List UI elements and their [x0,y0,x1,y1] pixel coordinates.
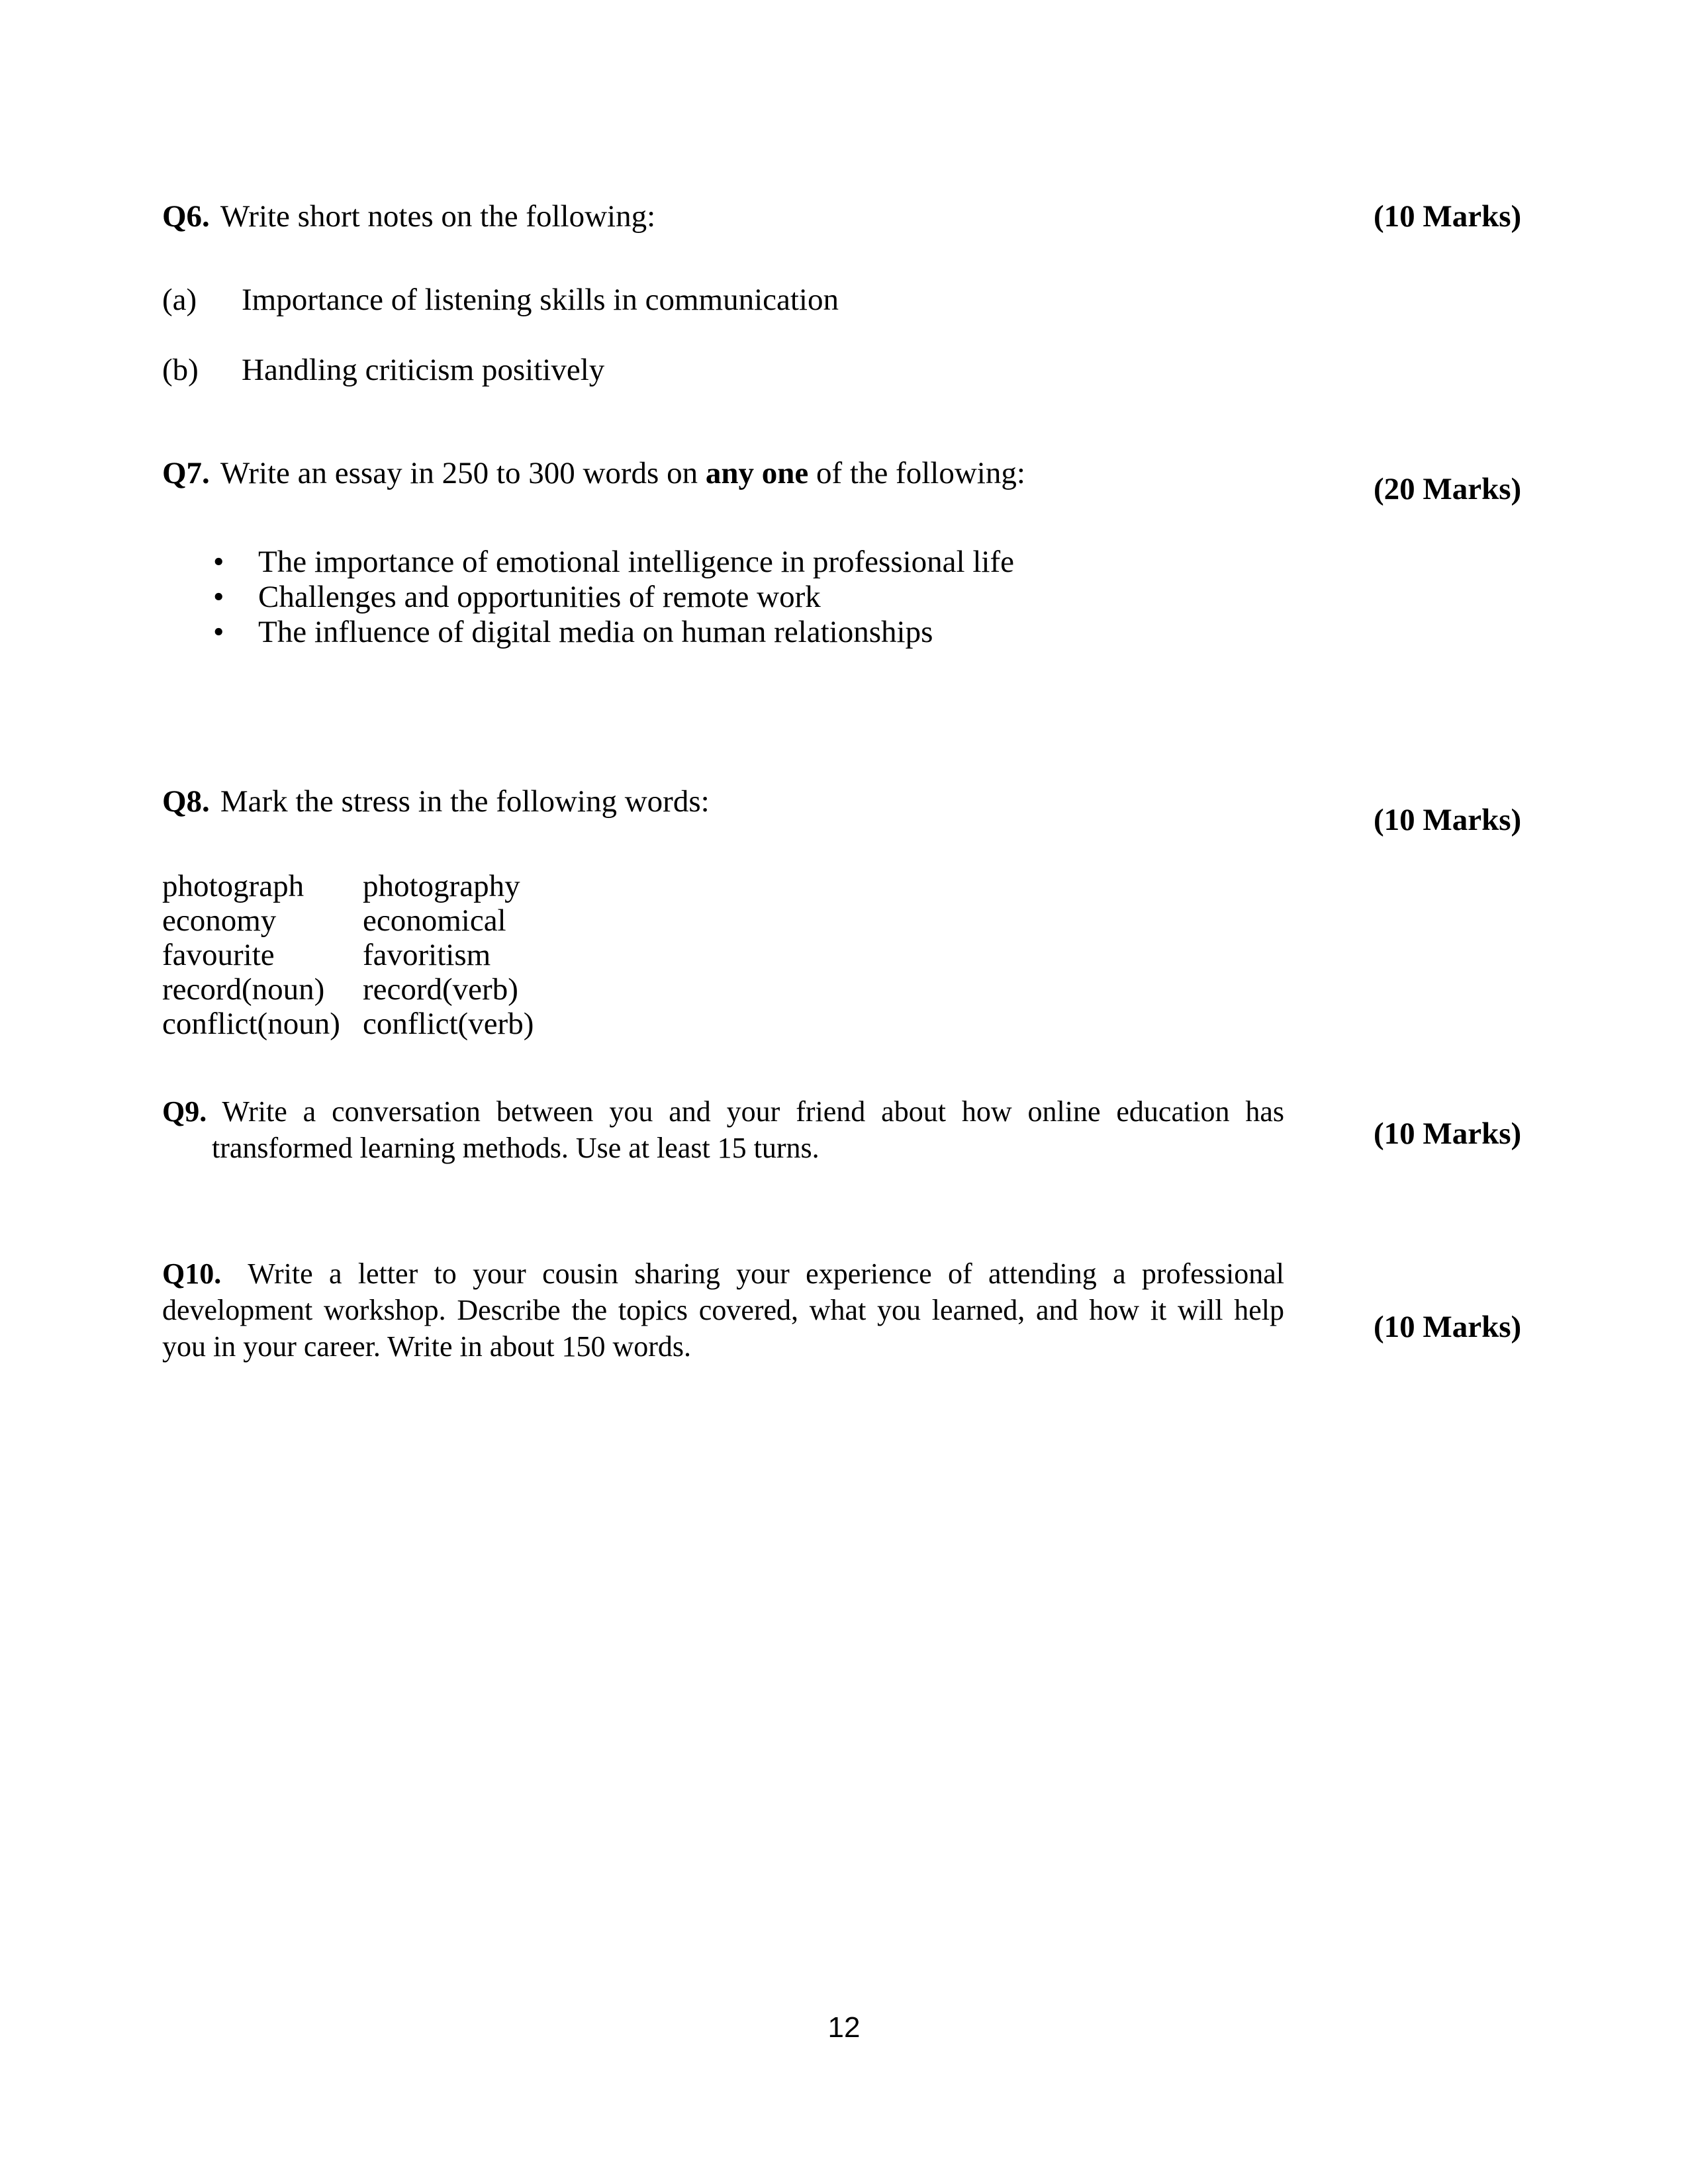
q8-word-row [162,868,520,904]
q8-word-col1: economy [162,903,277,938]
q10-line-1-text: Write a letter to your cousin sharing your experience of attending a professional [248,1257,1284,1290]
q7-heading-text-before: Write an essay in 250 to 300 words on [220,456,698,490]
q9-line-1 [162,1093,1284,1130]
q8-heading [162,784,710,819]
q8-word-col1: photograph [162,869,305,903]
q6-item-a-text: Importance of listening skills in communication [242,283,839,317]
q6-item-b-marker: (b) [162,353,199,387]
bullet-icon: • [213,615,224,649]
q10-line-2: development workshop. Describe the topics covered, what you learned, and how it will help [162,1294,1284,1326]
q6-item-a-marker: (a) [162,283,197,317]
q8-word-col1: favourite [162,938,275,972]
q6-item-b [162,352,604,388]
q8-heading-text: Mark the stress in the following words: [220,784,710,819]
q7-label: Q7. [162,456,210,490]
q7-heading-text-after: of the following: [816,456,1025,490]
bullet-icon: • [213,580,224,614]
q6-heading-text: Write short notes on the following: [220,199,656,234]
q8-word-col1: conflict(noun) [162,1007,340,1041]
q7-bullet-2 [162,579,821,615]
q7-bullet-1 [162,544,1014,580]
q8-word-row [162,1006,534,1042]
q10-marks: (10 Marks) [1374,1310,1522,1344]
q8-word-col2: economical [363,903,506,938]
q8-marks: (10 Marks) [1374,803,1522,837]
q6-item-b-text: Handling criticism positively [242,353,605,387]
q10-label: Q10. [162,1257,222,1290]
bullet-icon: • [213,545,224,579]
q7-bullet-3 [162,614,933,650]
q8-word-row [162,937,491,973]
q10-line-1 [162,1255,1284,1292]
q6-heading [162,199,655,234]
q7-heading [162,455,1025,491]
q8-label: Q8. [162,784,210,819]
q6-label: Q6. [162,199,210,234]
q9-label: Q9. [162,1095,207,1128]
q8-word-col1: record(noun) [162,972,325,1007]
q7-bullet-1-text: The importance of emotional intelligence in professional life [258,545,1014,579]
q9-marks: (10 Marks) [1374,1116,1522,1151]
page-number: 12 [827,2011,861,2044]
q7-heading-text-bold: any one [705,456,809,490]
q8-word-col2: conflict(verb) [363,1007,534,1041]
q8-word-row [162,903,506,938]
q7-marks: (20 Marks) [1374,472,1522,506]
q8-word-col2: record(verb) [363,972,518,1007]
q8-word-row [162,972,518,1007]
q10-paragraph [162,1255,1284,1365]
q9-line-2: transformed learning methods. Use at least 15 turns. [212,1132,820,1164]
q6-item-a [162,282,839,318]
q9-paragraph [162,1093,1284,1166]
q10-line-3: you in your career. Write in about 150 words. [162,1330,692,1363]
q7-bullet-3-text: The influence of digital media on human relationships [258,615,933,649]
q9-line-1-text: Write a conversation between you and your friend about how online education has [222,1095,1284,1128]
q6-marks: (10 Marks) [1374,199,1522,234]
q8-word-col2: photography [363,869,520,903]
q8-word-col2: favoritism [363,938,491,972]
q7-bullet-2-text: Challenges and opportunities of remote work [258,580,821,614]
